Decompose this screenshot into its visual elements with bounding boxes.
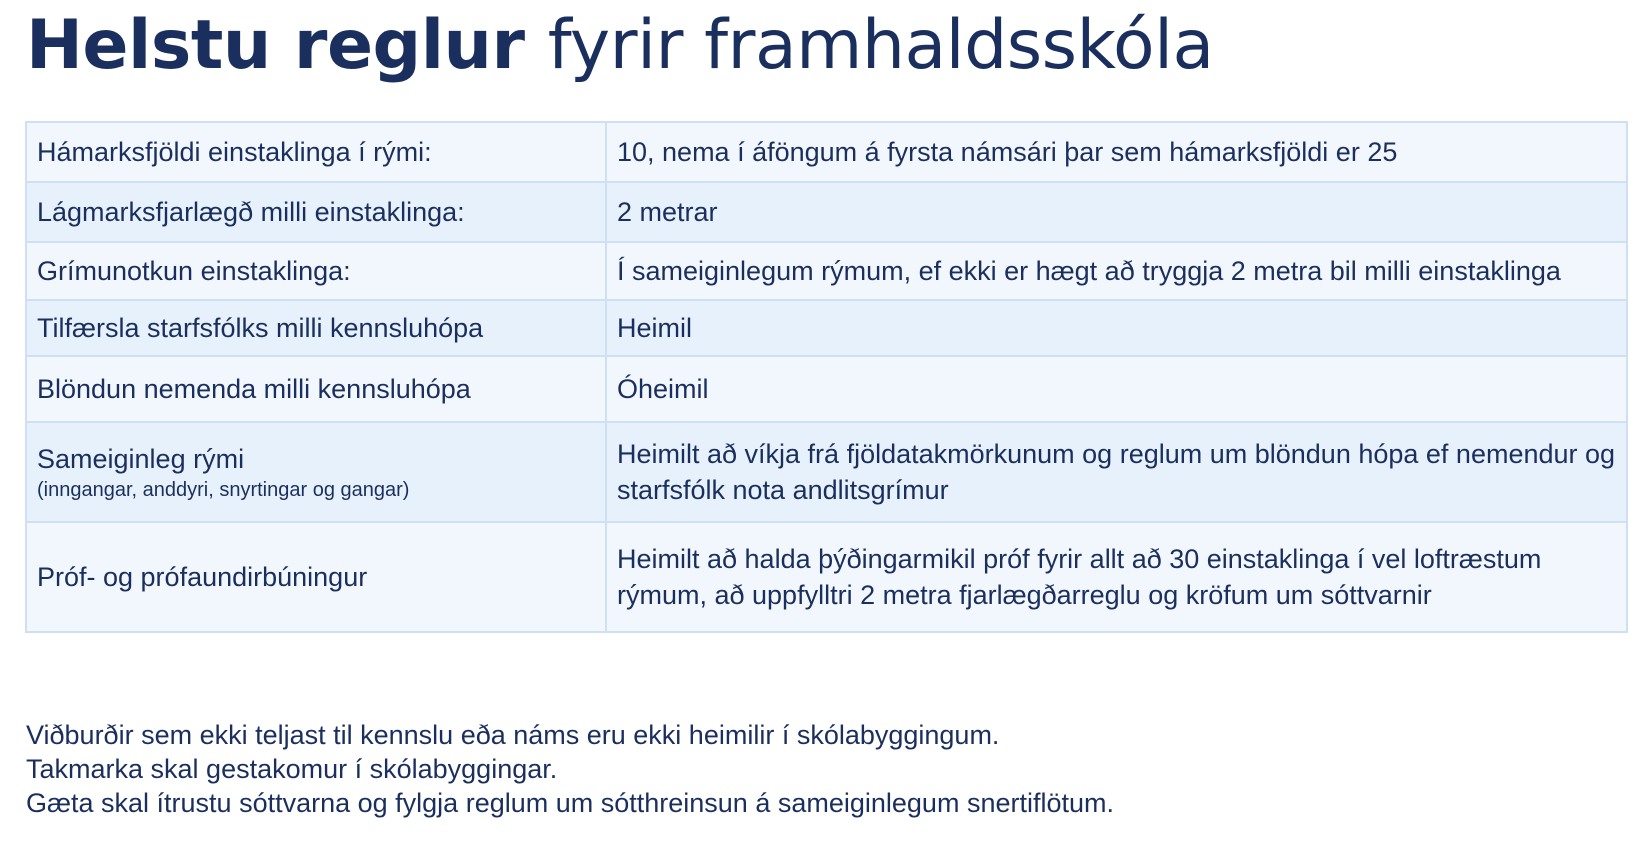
rule-value: Í sameiginlegum rýmum, ef ekki er hægt að tryggja 2 metra bil milli einstaklinga bbox=[606, 242, 1627, 300]
rule-label-text: Sameiginleg rými bbox=[37, 444, 245, 474]
table-row bbox=[26, 356, 1627, 422]
rule-label-text: Tilfærsla starfsfólks milli kennsluhópa bbox=[37, 313, 484, 343]
rule-label bbox=[26, 356, 606, 422]
table-row bbox=[26, 182, 1627, 242]
note-line: Viðburðir sem ekki teljast til kennslu eða náms eru ekki heimilir í skólabyggingum. bbox=[26, 720, 1000, 750]
rule-label bbox=[26, 122, 606, 182]
rules-table bbox=[25, 121, 1628, 633]
table-row bbox=[26, 422, 1627, 522]
rule-label-text: Blöndun nemenda milli kennsluhópa bbox=[37, 374, 471, 404]
rule-label-text: Próf- og prófaundirbúningur bbox=[37, 562, 368, 592]
rule-label bbox=[26, 522, 606, 632]
rule-label-text: Hámarksfjöldi einstaklinga í rými: bbox=[37, 137, 432, 167]
note-line: Takmarka skal gestakomur í skólabyggingar. bbox=[26, 754, 558, 784]
table-row bbox=[26, 522, 1627, 632]
rule-label bbox=[26, 182, 606, 242]
rule-value: Heimil bbox=[606, 300, 1627, 356]
page-title bbox=[26, 6, 1214, 86]
rule-value: Heimilt að halda þýðingarmikil próf fyrir allt að 30 einstaklinga í vel loftræstum rýmum, að uppfylltri 2 metra fjarlægðarreglu og kröfum um sóttvarnir bbox=[606, 522, 1627, 632]
notes bbox=[26, 718, 1114, 820]
rule-label-text: Grímunotkun einstaklinga: bbox=[37, 256, 351, 286]
rule-label bbox=[26, 422, 606, 522]
rule-label bbox=[26, 300, 606, 356]
table-row bbox=[26, 300, 1627, 356]
title-bold: Helstu reglur bbox=[26, 6, 525, 85]
rule-value: 2 metrar bbox=[606, 182, 1627, 242]
note-line: Gæta skal ítrustu sóttvarna og fylgja reglum um sótthreinsun á sameiginlegum snertiflötum. bbox=[26, 788, 1114, 818]
rule-label-text: Lágmarksfjarlægð milli einstaklinga: bbox=[37, 197, 465, 227]
rule-sublabel: (inngangar, anddyri, snyrtingar og gangar) bbox=[37, 479, 410, 501]
title-light: fyrir framhaldsskóla bbox=[547, 6, 1214, 85]
rule-value: Heimilt að víkja frá fjöldatakmörkunum og reglum um blöndun hópa ef nemendur og starfsfólk nota andlitsgrímur bbox=[606, 422, 1627, 522]
table-row bbox=[26, 122, 1627, 182]
rule-label bbox=[26, 242, 606, 300]
table-row bbox=[26, 242, 1627, 300]
rule-value: Óheimil bbox=[606, 356, 1627, 422]
rule-value: 10, nema í áföngum á fyrsta námsári þar sem hámarksfjöldi er 25 bbox=[606, 122, 1627, 182]
